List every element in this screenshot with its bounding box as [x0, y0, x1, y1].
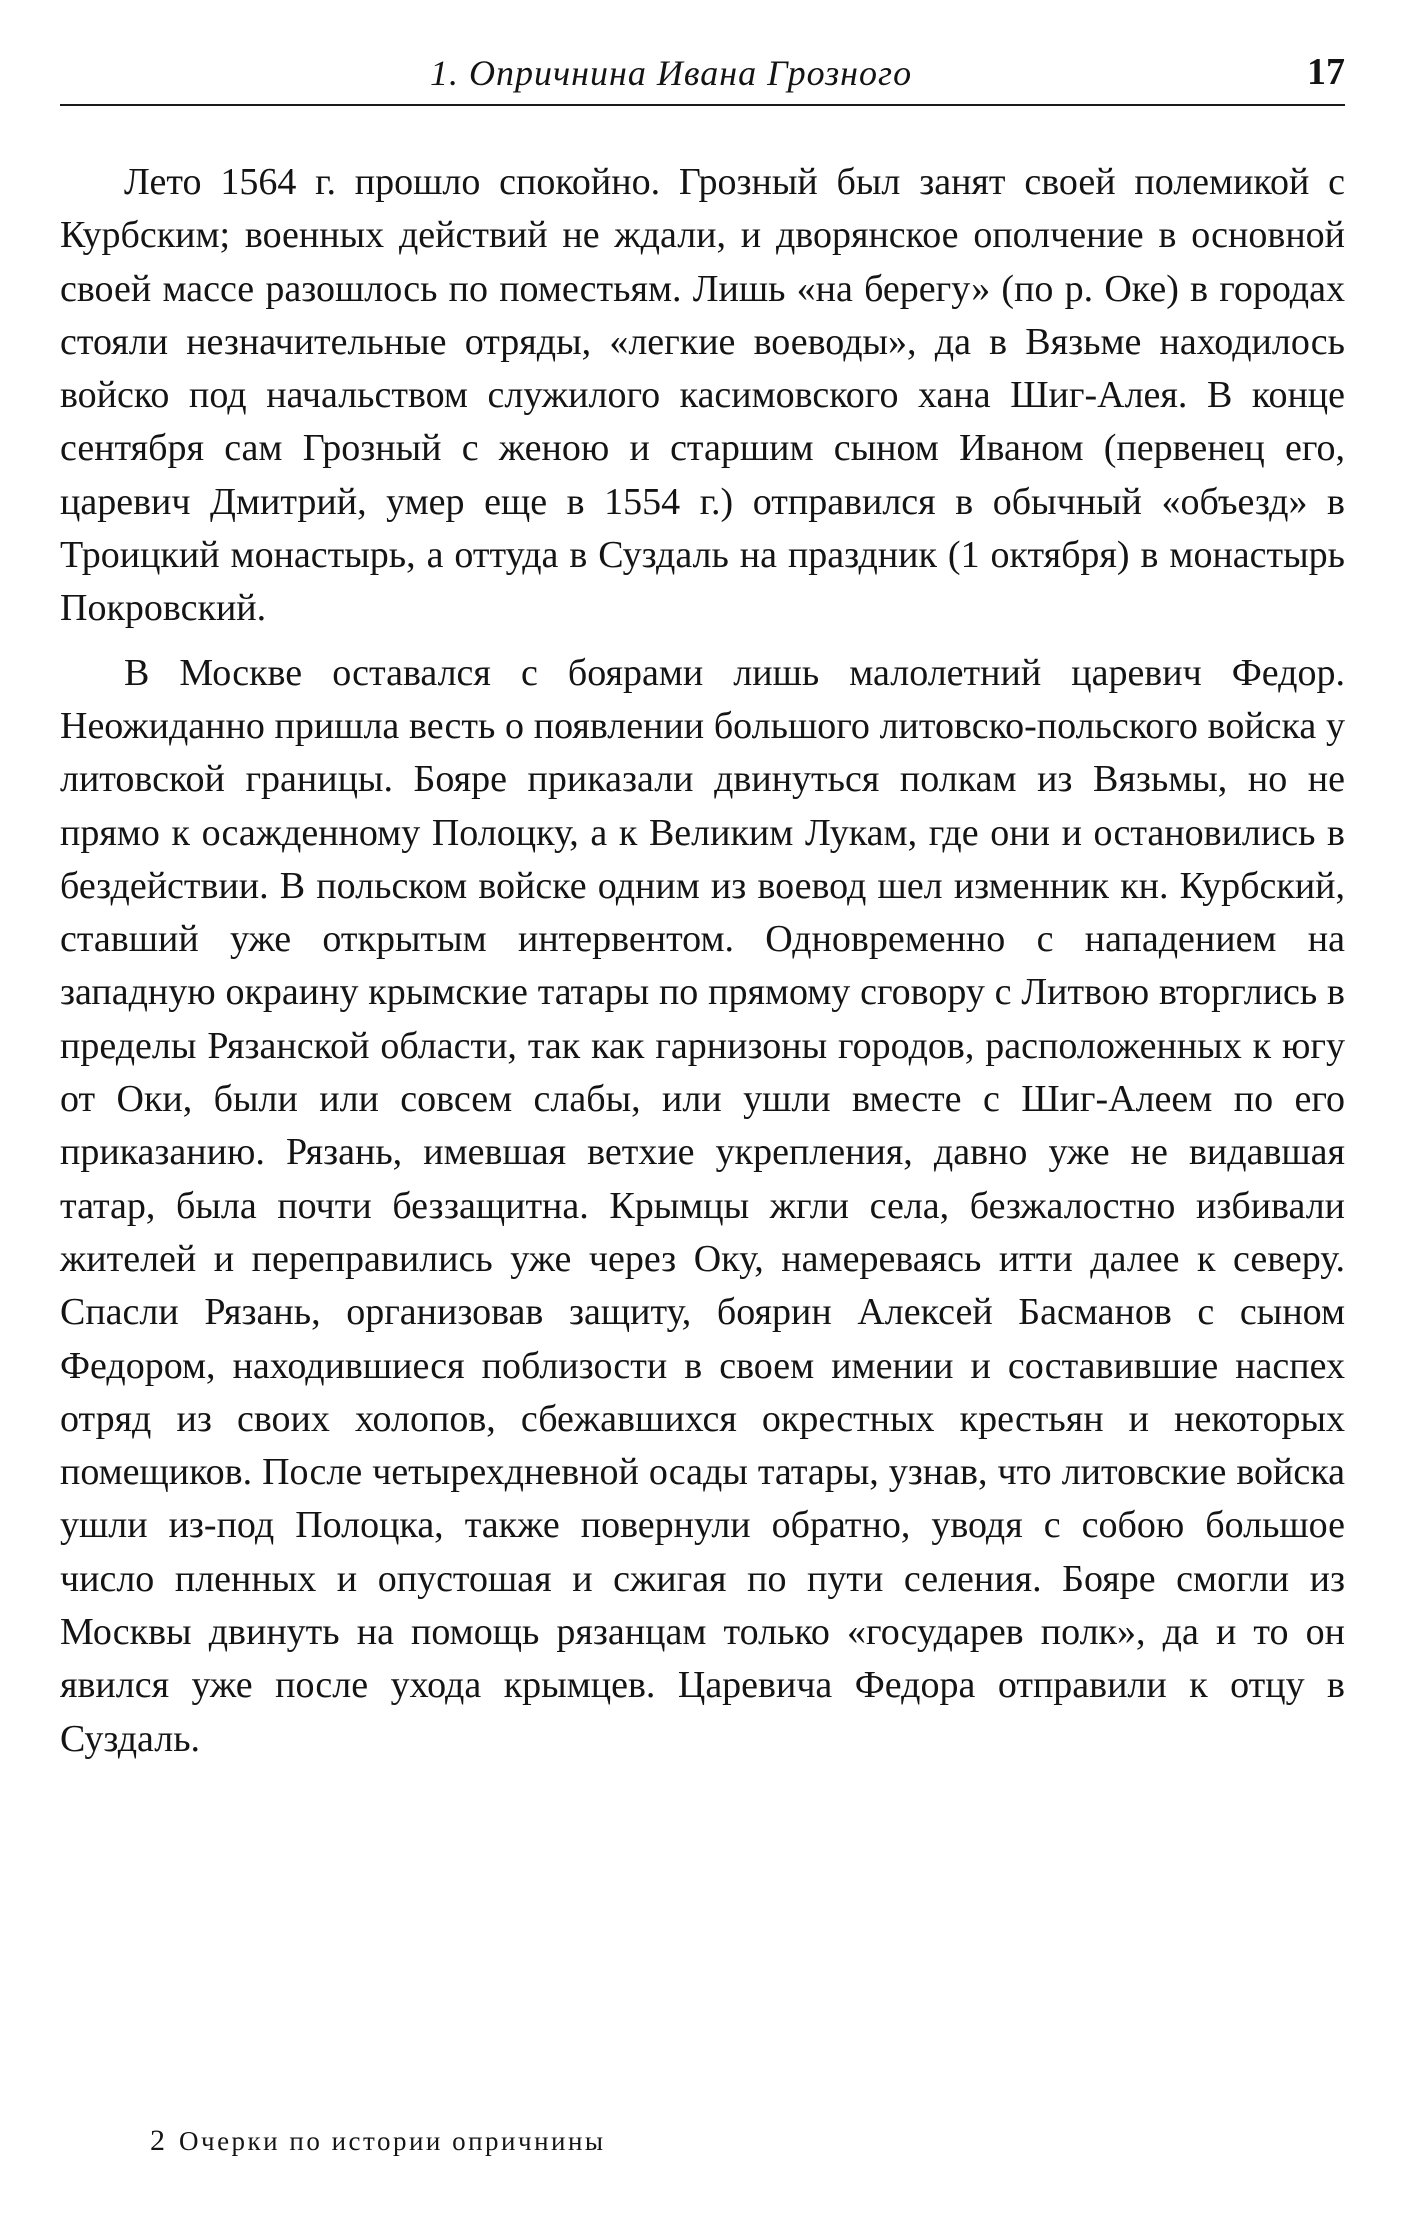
paragraph: В Москве оставался с боярами лишь малолетний царевич Федор. Неожиданно пришла весть о появлении большого литовско-польского войска у литовской границы. Бояре приказали двинуться полкам из Вязьмы, но не прямо к осажденному Полоцку, а к Великим Лукам, где они и остановились в бездействии. В польском войске одним из воевод шел изменник кн. Курбский, ставший уже открытым интервентом. Одновременно с нападением на западную окраину крымские татары по прямому сговору с Литвою вторглись в пределы Рязанской области, так как гарнизоны городов, расположенных к югу от Оки, были или совсем слабы, или ушли вместе с Шиг-Алеем по его приказанию. Рязань, имевшая ветхие укрепления, давно уже не видавшая татар, была почти беззащитна. Крымцы жгли села, безжалостно избивали жителей и переправились уже через Оку, намереваясь итти далее к северу. Спасли Рязань, организовав защиту, боярин Алексей Басманов с сыном Федором, находившиеся поблизости в своем имении и составившие наспех отряд из своих холопов, сбежавшихся окрестных крестьян и некоторых помещиков. После четырехдневной осады татары, узнав, что литовские войска ушли из-под Полоцка, также повернули обратно, уводя с собою большое число пленных и опустошая и сжигая по пути селения. Бояре смогли из Москвы двинуть на помощь рязанцам только «государев полк», да и то он явился уже после ухода крымцев. Царевича Федора отправили к отцу в Суздаль.	[60, 651, 1345, 1760]
header-rule	[60, 104, 1345, 106]
signature-text: Очерки по истории опричнины	[179, 2126, 606, 2156]
body-text	[60, 156, 1345, 1766]
signature-number: 2	[150, 2124, 165, 2157]
paragraph: Лето 1564 г. прошло спокойно. Грозный был занят своей полемикой с Курбским; военных действий не ждали, и дворянское ополчение в основной своей массе разошлось по поместьям. Лишь «на берегу» (по р. Оке) в городах стояли незначительные отряды, «легкие воеводы», да в Вязьме находилось войско под начальством служилого касимовского хана Шиг-Алея. В конце сентября сам Грозный с женою и старшим сыном Иваном (первенец его, царевич Дмитрий, умер еще в 1554 г.) отправился в обычный «объезд» в Троицкий монастырь, а оттуда в Суздаль на праздник (1 октября) в монастырь Покровский.	[60, 161, 1345, 630]
page-number: 17	[1307, 51, 1345, 93]
running-head	[60, 48, 1345, 104]
printers-signature	[150, 2124, 606, 2158]
chapter-title: 1. Опричнина Ивана Грозного	[430, 53, 913, 93]
